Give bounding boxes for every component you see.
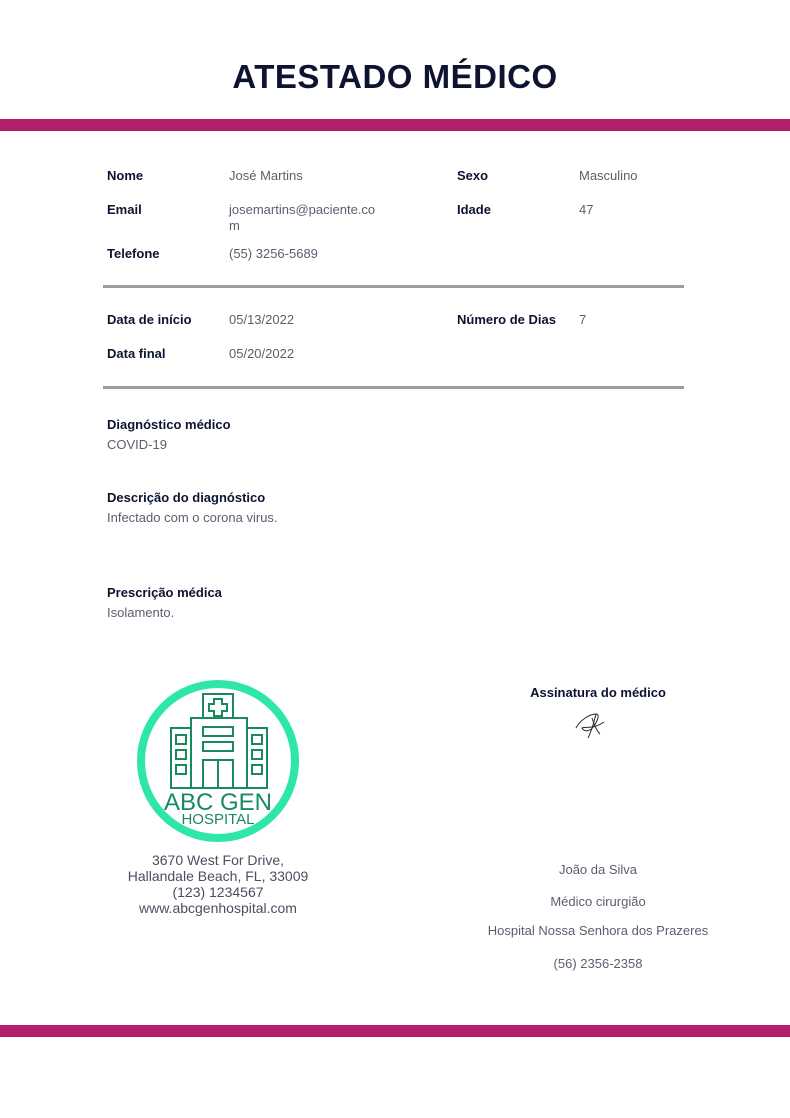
doctor-name: João da Silva <box>558 862 638 877</box>
end-date-label: Data final <box>107 346 166 361</box>
end-date-value: 05/20/2022 <box>229 346 295 361</box>
email-value-line1: josemartins@paciente.co <box>229 202 376 217</box>
email-value-line2: m <box>229 218 240 233</box>
hospital-website: www.abcgenhospital.com <box>139 900 297 916</box>
signature-label: Assinatura do médico <box>530 685 666 700</box>
phone-value: (55) 3256-5689 <box>229 246 318 261</box>
address-line1: 3670 West For Drive, <box>151 852 284 868</box>
top-accent-bar <box>0 119 790 131</box>
start-date-label: Data de início <box>107 312 192 327</box>
email-label: Email <box>107 202 142 217</box>
bottom-accent-bar <box>0 1025 790 1037</box>
days-label: Número de Dias <box>457 312 556 327</box>
phone-label: Telefone <box>107 246 160 261</box>
logo-text-abcgen: ABC GEN <box>163 789 273 816</box>
age-value: 47 <box>579 202 594 217</box>
signature-image <box>570 708 610 740</box>
section-divider <box>103 386 684 389</box>
start-date-value: 05/13/2022 <box>229 312 295 327</box>
name-value: José Martins <box>229 168 303 183</box>
sex-value: Masculino <box>579 168 638 183</box>
section-divider <box>103 285 684 288</box>
doctor-hospital: Hospital Nossa Senhora dos Prazeres <box>487 923 709 938</box>
name-label: Nome <box>107 168 144 183</box>
hospital-address <box>103 852 333 916</box>
page-title: ATESTADO MÉDICO <box>232 58 558 95</box>
age-label: Idade <box>457 202 491 217</box>
description-label: Descrição do diagnóstico <box>107 490 266 505</box>
diagnosis-value: COVID-19 <box>107 437 167 452</box>
doctor-phone: (56) 2356-2358 <box>553 956 643 971</box>
hospital-phone: (123) 1234567 <box>172 884 264 900</box>
hospital-logo <box>135 678 301 844</box>
days-value: 7 <box>579 312 587 327</box>
description-value: Infectado com o corona virus. <box>107 510 278 525</box>
diagnosis-label: Diagnóstico médico <box>107 417 231 432</box>
doctor-role: Médico cirurgião <box>550 894 646 909</box>
prescription-label: Prescrição médica <box>107 585 222 600</box>
address-line2: Hallandale Beach, FL, 33009 <box>127 868 309 884</box>
prescription-value: Isolamento. <box>107 605 175 620</box>
email-value <box>229 202 375 234</box>
sex-label: Sexo <box>457 168 489 183</box>
logo-text-hospital: HOSPITAL <box>181 811 255 828</box>
